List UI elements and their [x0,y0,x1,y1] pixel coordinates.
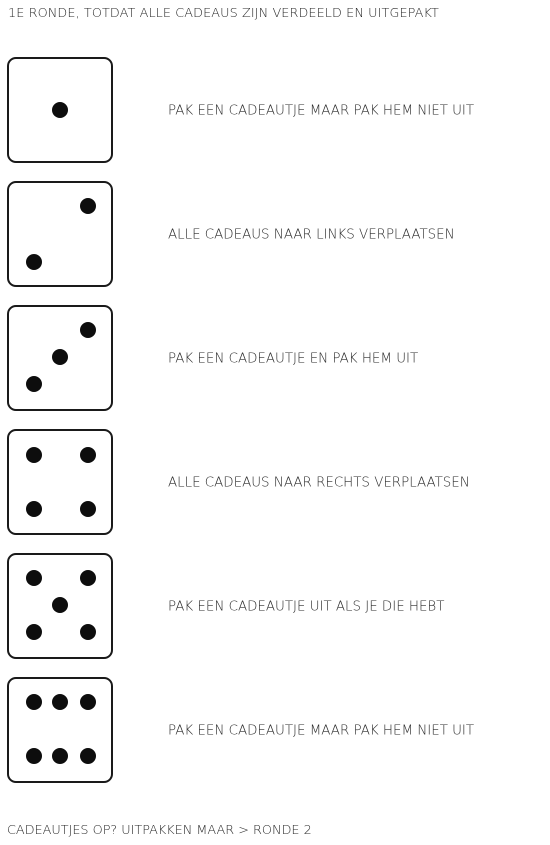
footer-note: CADEAUTJES OP? UITPAKKEN MAAR > RONDE 2 [7,823,312,838]
rule-text: PAK EEN CADEAUTJE UIT ALS JE DIE HEBT [168,599,445,615]
die-face-2-icon [7,181,113,287]
die-pip [80,748,96,764]
die-pip [26,570,42,586]
rule-row-1 [7,57,547,165]
die-pip [26,254,42,270]
die-pip [52,694,68,710]
die-face-1-icon [7,57,113,163]
die-face-5-icon [7,553,113,659]
rule-text: ALLE CADEAUS NAAR RECHTS VERPLAATSEN [168,475,470,491]
die-pip [80,447,96,463]
die-pip [52,748,68,764]
rule-text: ALLE CADEAUS NAAR LINKS VERPLAATSEN [168,227,455,243]
die-pip [26,694,42,710]
die-pip [26,624,42,640]
die-pip [52,597,68,613]
die-pip [80,694,96,710]
die-face-6-icon [7,677,113,783]
page-title: 1E RONDE, TOTDAT ALLE CADEAUS ZIJN VERDEELD EN UITGEPAKT [8,6,439,21]
rule-text: PAK EEN CADEAUTJE EN PAK HEM UIT [168,351,419,367]
die-face-4-icon [7,429,113,535]
rule-text: PAK EEN CADEAUTJE MAAR PAK HEM NIET UIT [168,723,475,739]
die-pip [80,198,96,214]
die-pip [26,376,42,392]
die-pip [26,501,42,517]
die-pip [80,570,96,586]
die-pip [80,322,96,338]
rule-row-6 [7,677,547,785]
die-pip [80,501,96,517]
die-pip [52,349,68,365]
rule-row-4 [7,429,547,537]
rule-row-5 [7,553,547,661]
die-face-3-icon [7,305,113,411]
die-pip [26,748,42,764]
die-pip [26,447,42,463]
rule-row-3 [7,305,547,413]
rule-row-2 [7,181,547,289]
die-pip [80,624,96,640]
die-pip [52,102,68,118]
rule-text: PAK EEN CADEAUTJE MAAR PAK HEM NIET UIT [168,103,475,119]
